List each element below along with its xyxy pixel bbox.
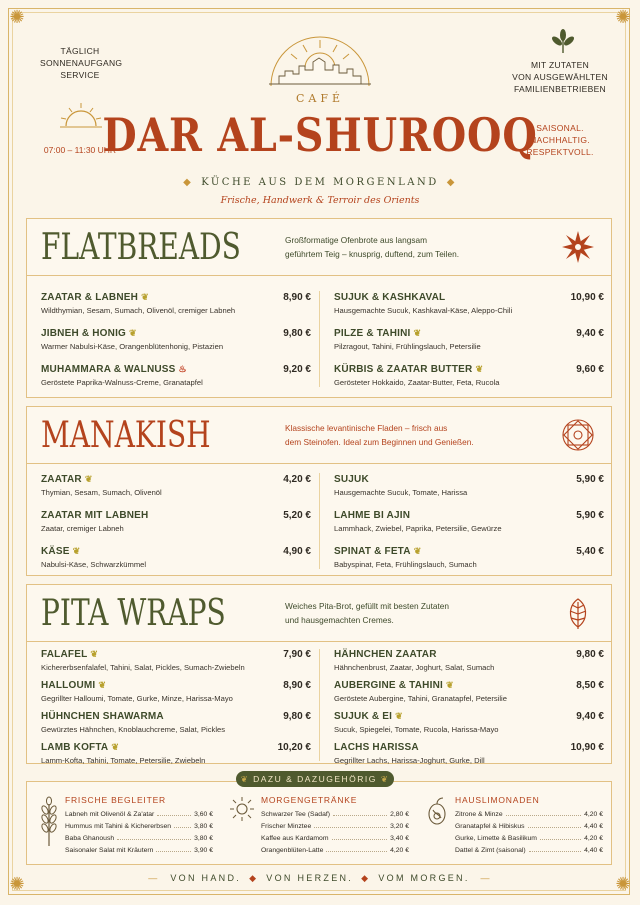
sun-icon (229, 796, 255, 822)
section-description: Großformatige Ofenbrote aus langsam geführtem Teig – knusprig, duftend, zum Teilen. (285, 235, 460, 259)
section-description: Klassische levantinische Fladen – frisch aus dem Steinofen. Ideal zum Beginnen und Genießen. (285, 423, 474, 447)
menu-item: ZAATAR MIT LABNEH 5,20 € Zaatar, cremiger Labneh (41, 510, 311, 533)
section-description: Weiches Pita-Brot, gefüllt mit besten Zutaten und hausgemachten Cremes. (285, 601, 450, 625)
vegetarian-leaf-icon: ❦ (395, 711, 403, 721)
menu-item: MUHAMMARA & WALNUSS ♨ 9,20 € Geröstete Paprika-Walnuss-Creme, Granatapfel (41, 364, 311, 387)
flower-icon (561, 230, 595, 264)
lemon-icon (425, 796, 449, 828)
vegetarian-leaf-icon: ❦ (98, 680, 107, 690)
side-item: Kaffee aus Kardamom 3,40 € (261, 835, 409, 842)
column-divider (319, 291, 320, 387)
menu-item: ZAATAR ❦ 4,20 € Thymian, Sesam, Sumach, Olivenöl (41, 474, 311, 497)
sides-group-title: MORGENGETRÄNKE (261, 795, 358, 805)
vegetarian-leaf-icon: ❦ (413, 546, 422, 556)
footer-slogan: — VON HAND. ◆ VON HERZEN. ◆ VOM MORGEN. — (148, 873, 492, 883)
side-item: Frischer Minztee 3,20 € (261, 823, 409, 830)
menu-item: FALAFEL ❦ 7,90 € Kichererbsenfalafel, Tahini, Salat, Pickles, Sumach-Zwiebeln (41, 649, 311, 672)
section-title: FLATBREADS (41, 227, 241, 268)
vegetarian-leaf-icon: ❦ (72, 546, 81, 556)
side-item: Saisonaler Salat mit Kräutern 3,90 € (65, 847, 213, 854)
menu-item: PILZE & TAHINI ❦ 9,40 € Pilzragout, Tahini, Frühlingslauch, Petersilie (334, 328, 604, 351)
cityscape-sunrise-icon (265, 26, 375, 88)
vegetarian-leaf-icon: ❦ (413, 328, 422, 338)
menu-item: HÄHNCHEN ZAATAR 9,80 € Hähnchenbrust, Zaatar, Joghurt, Salat, Sumach (334, 649, 604, 672)
vegetarian-leaf-icon: ❦ (129, 328, 137, 338)
sides-panel (26, 781, 612, 865)
vegetarian-leaf-icon: ❦ (475, 364, 484, 374)
side-item: Orangenblüten-Latte 4,20 € (261, 847, 409, 854)
star-ornament-icon (561, 418, 595, 452)
spicy-chili-icon: ♨ (178, 364, 187, 374)
section-title: PITA WRAPS (41, 593, 226, 634)
service-note: TÄGLICH SONNENAUFGANG SERVICE (40, 46, 123, 80)
vegetarian-leaf-icon: ❦ (111, 742, 120, 752)
menu-item: ZAATAR & LABNEH ❦ 8,90 € Wildthymian, Sesam, Sumach, Olivenöl, cremiger Labneh (41, 292, 311, 315)
sides-group-title: FRISCHE BEGLEITER (65, 795, 166, 805)
vegetarian-leaf-icon: ❦ (141, 292, 149, 302)
herb-icon (550, 28, 576, 54)
menu-item: SUJUK & EI ❦ 9,40 € Sucuk, Spiegelei, Tomate, Rucola, Harissa-Mayo (334, 711, 604, 734)
menu-item: LAMB KOFTA ❦ 10,20 € Lamm-Kofta, Tahini, Tomate, Petersilie, Zwiebeln (41, 742, 311, 765)
menu-item: KÜRBIS & ZAATAR BUTTER ❦ 9,60 € Gerösteter Hokkaido, Zaatar-Butter, Feta, Rucola (334, 364, 604, 387)
opening-hours: 07:00 – 11:30 UHR (43, 145, 117, 155)
section-header (27, 585, 611, 642)
side-item: Zitrone & Minze 4,20 € (455, 811, 603, 818)
menu-item: AUBERGINE & TAHINI ❦ 8,50 € Geröstete Aubergine, Tahini, Granatapfel, Petersilie (334, 680, 604, 703)
menu-item: HALLOUMI ❦ 8,90 € Gegrillter Halloumi, Tomate, Gurke, Minze, Harissa-Mayo (41, 680, 311, 703)
menu-item: HÜHNCHEN SHAWARMA 9,80 € Gewürztes Hähnchen, Knoblauchcreme, Salat, Pickles (41, 711, 311, 734)
leaf-ornament-icon (561, 596, 595, 630)
section-pita-wraps (26, 584, 612, 764)
side-item: Schwarzer Tee (Sadaf) 2,80 € (261, 811, 409, 818)
column-divider (319, 473, 320, 569)
section-flatbreads (26, 218, 612, 398)
corner-ornament-icon: ✺ (9, 874, 25, 894)
side-item: Granatapfel & Hibiskus 4,40 € (455, 823, 603, 830)
corner-ornament-icon: ✺ (9, 7, 25, 27)
menu-item: LAHME BI AJIN 5,90 € Lammhack, Zwiebel, Paprika, Petersilie, Gewürze (334, 510, 604, 533)
motto: SAISONAL. NACHHALTIG. RESPEKTVOLL. (526, 123, 594, 157)
menu-item: SPINAT & FETA ❦ 5,40 € Babyspinat, Feta, Frühlingslauch, Sumach (334, 546, 604, 569)
side-item: Dattel & Zimt (saisonal) 4,40 € (455, 847, 603, 854)
wheat-icon (39, 796, 59, 846)
side-item: Hummus mit Tahini & Kichererbsen 3,80 € (65, 823, 213, 830)
vegetarian-leaf-icon: ❦ (445, 680, 454, 690)
column-divider (319, 649, 320, 761)
section-title: MANAKISH (41, 415, 211, 456)
cafe-label: CAFÉ (295, 92, 345, 105)
subtitle: ◆ KÜCHE AUS DEM MORGENLAND ◆ (183, 177, 457, 188)
section-manakish (26, 406, 612, 576)
vegetarian-leaf-icon: ❦ (90, 649, 99, 659)
side-item: Labneh mit Olivenöl & Za'atar 3,60 € (65, 811, 213, 818)
menu-item: SUJUK & KASHKAVAL 10,90 € Hausgemachte Sucuk, Kashkaval-Käse, Aleppo-Chili (334, 292, 604, 315)
restaurant-title: DAR AL-SHUROOQ (102, 108, 538, 162)
tagline: Frische, Handwerk & Terroir des Orients (220, 195, 420, 206)
sides-group-title: HAUSLIMONADEN (455, 795, 540, 805)
menu-item: KÄSE ❦ 4,90 € Nabulsi-Käse, Schwarzkümmel (41, 546, 311, 569)
section-header (27, 407, 611, 464)
sides-banner: ❦ DAZU & DAZUGEHÖRIG ❦ (236, 771, 394, 787)
corner-ornament-icon: ✺ (615, 874, 631, 894)
menu-item: SUJUK 5,90 € Hausgemachte Sucuk, Tomate, Harissa (334, 474, 604, 497)
side-item: Baba Ghanoush 3,80 € (65, 835, 213, 842)
menu-item: LACHS HARISSA 10,90 € Gegrillter Lachs, Harissa-Joghurt, Gurke, Dill (334, 742, 604, 765)
vegetarian-leaf-icon: ❦ (84, 474, 93, 484)
section-header (27, 219, 611, 276)
sourcing-note: MIT ZUTATEN VON AUSGEWÄHLTEN FAMILIENBETRIEBEN (512, 60, 608, 94)
menu-item: JIBNEH & HONIG ❦ 9,80 € Warmer Nabulsi-Käse, Orangenblütenhonig, Pistazien (41, 328, 311, 351)
corner-ornament-icon: ✺ (615, 7, 631, 27)
side-item: Gurke, Limette & Basilikum 4,20 € (455, 835, 603, 842)
